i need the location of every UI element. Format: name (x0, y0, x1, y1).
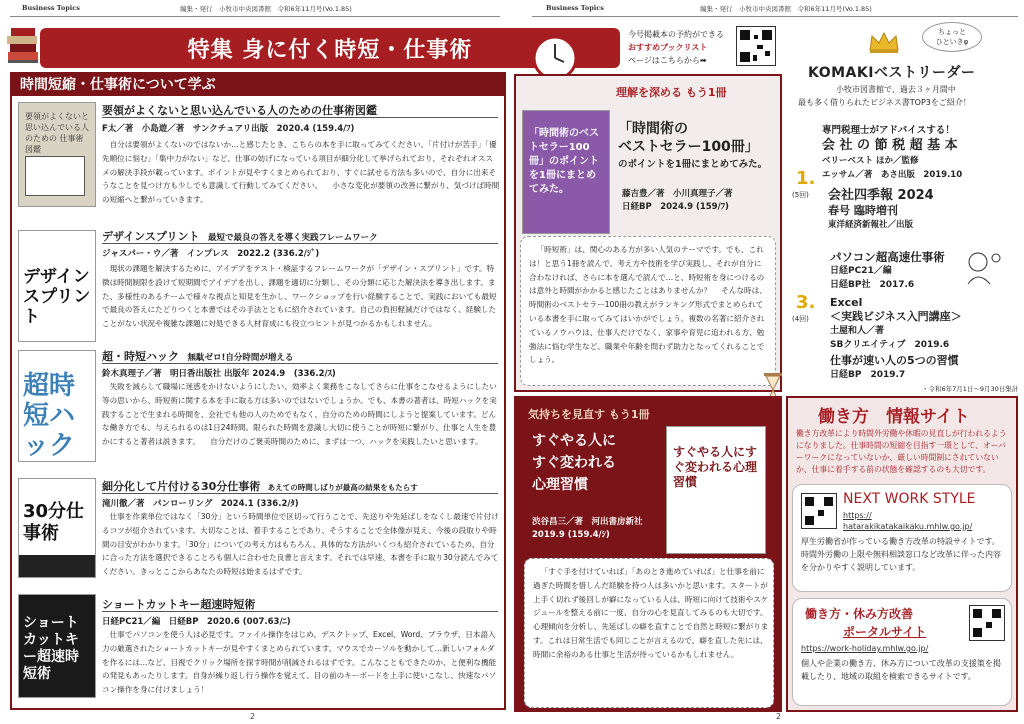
title-underline (102, 243, 498, 244)
rank-count-3: (4回) (792, 315, 809, 323)
header-rule (10, 16, 500, 17)
book-cover-1: 要領がよくないと思い込んでいる人のための 仕事術図鑑 (18, 102, 96, 207)
next-work-desc: 厚生労働省が作っている働き方改革の特設サイトです。時間外労働の上限や無料相談窓口など改革に伴った内容を分かりやすく説明しています。 (801, 537, 1001, 572)
bestreader-title: KOMAKIベストリーダー (808, 65, 976, 81)
book-body-5: 仕事でパソコンを使う人は必見です。ファイル操作をはじめ、デスクトップ、Excel、Word、ブラウザ、日本語入力の厳選されたショートカットキーが見やすくまとめられています。マウスでカーソルを動かして…新しいフォルダを作るには…など、目視でクリック場所を探す時間が削減されるはずです。こんなこともできたのか、と便利な機能の発見もあったりします。自身が繰り返し行う操作を覚えて、目の前のキーボードを上手に使いこなし、快速なパソコン操作を身に付けましょう！ (102, 630, 497, 695)
title-underline (102, 493, 498, 494)
book-meta-3: 鈴木真理子／著 明日香出版社 出版年 2024.9 (336.2/ｽ) (102, 369, 336, 379)
deep-book-title: 「時間術の ベストセラー100冊」 のポイントを1冊にまとめてみた。 (618, 121, 768, 170)
bestreader-desc2: 最も多く借りられたビジネス書TOP3をご紹介！ (798, 98, 971, 107)
fresh-comment-box (524, 558, 774, 708)
crown-icon (868, 30, 900, 54)
header-rule (532, 16, 1018, 17)
next-work-title: NEXT WORK STYLE (843, 491, 976, 507)
rank-item-3: Excel ＜実践ビジネス入門講座＞ 土屋和人／著 SBクリエイティブ 2019.6 (830, 296, 962, 350)
rank-item-3b: 仕事が速い人の5つの習慣 日経BP 2019.7 (830, 354, 959, 380)
page-number: 2 (250, 712, 256, 721)
rank-item-2: パソコン超高速仕事術 日経PC21／編 日経BP社 2017.6 (830, 250, 945, 290)
rank-number-3: 3. (796, 292, 816, 313)
book-title-2: デザインスプリント 最短で最良の答えを導く実践フレームワーク (102, 230, 378, 243)
work-style-box (786, 396, 1018, 712)
book-cover-3: 超時短ハック (18, 350, 96, 462)
reserve-info: 今号掲載本の予約ができる おすすめブックリスト ページはこちらから➡ (628, 30, 724, 65)
books-stack-icon (6, 22, 40, 66)
fresh-title: 気持ちを見直す もう1冊 (528, 408, 650, 421)
deep-title: 理解を深める もう1冊 (616, 86, 727, 99)
book-cover-5: ショートカットキー超速時短術 (18, 594, 96, 698)
work-intro: 働き方改革により時間外労働や休暇の見直しが行われるようになりました。仕事時間の短縮を目指す一環として、オーバーワークになっていないか、厳しい時間制にされていないか、仕事に着手する前の状態を確認するのも大切です。 (796, 429, 1007, 474)
book-cover-4: 30分仕事術 (18, 478, 96, 578)
portal-url[interactable]: https://work-holiday.mhlw.go.jp/ (801, 644, 929, 653)
tally-note: ・令和6年7月1日〜9月30日集計 (922, 385, 1019, 393)
book-title-3: 超・時短ハック 無駄ゼロ!自分時間が増える (102, 350, 294, 363)
bestreader-desc1: 小牧市図書館で、過去３ヶ月間中 (836, 85, 956, 94)
portal-qr-code[interactable] (969, 605, 1005, 641)
title-underline (102, 117, 498, 118)
deep-understanding-box (514, 74, 782, 392)
feature-banner: 特集 身に付く時短・仕事術 (40, 28, 620, 68)
section-title: 時間短縮・仕事術について学ぶ (12, 74, 504, 96)
fresh-book-title: すぐやる人に すぐ変われる 心理習慣 (532, 433, 616, 493)
title-underline (102, 611, 498, 612)
book-body-1: 自分は要領がよくないのではないか…と感じたとき、こちらの本を手に取ってみてください。「片付けが苦手」「優先順位に悩む」「集中力がない」など、仕事の妨げになっている項目が細分化して挙げられており、それぞれオススメの解決手段が載っています。ポイントが見やすくまとめられており、すぐに試せる方法も多いので、自分に出来そうなことを見つけ方も少しでも意識して行動してみてください。 小さな変化が要領の改善に繋がり、気づけば時間の短縮へと繋がっていきます。 (102, 140, 500, 205)
portal-desc: 個人や企業の働き方、休み方について改革の支援策を掲載したり、地域の取組を検索できるサイトです。 (801, 659, 1001, 681)
booklist-qr-code[interactable] (736, 26, 776, 66)
deep-book-meta: 藤吉豊／著 小川真理子／著 日経BP 2024.9 (159/ﾌ) (622, 189, 733, 212)
portal-title-2: ポータルサイト (843, 625, 927, 639)
book-body-2: 現状の課題を解決するために、アイデアをテスト・検証するフレームワークが「デザイン・スプリント」です。特徴は時間制限を設けて短期間でアイデアを出し、課題を適切に分類し、その分類に応じた解決法を導き出します。また、多様性のあるチームで様々な視点と知見を生かし、ワークショップを行い経験することで、実践においても最短で最良の答えにたどりつくと本書ではその手法とともに紹介されています。自己の負担軽減だけではなく、経験したことがない状況や複雑な課題に対処できる人材育成にも役立つヒントが見つかるかもしれません。 (102, 264, 497, 329)
deep-book-body: 「時短術」は、関心のある方が多い人気のテーマです。でも、これは！と思う1冊を読んで、考え方や技術を学び実践し、それが自分に合わなければ、さらに本を選んで読んで…と、時短術を身につけるのは意外と時間がかかると感じたことはありませんか？ そんな時は、時間術のベストセラー100冊の教えがランキング形式でまとめられている本書を手に取ってみてはいかがでしょう。複数の名著に紹介されているノウハウは、仕事人だけでなく、家事や育児に追われる方、勉強法に悩む学生など、職業や年齢を問わず助力となってくれることでしょう。 (529, 245, 767, 365)
speech-balloon: ちょっと ひといきφ (922, 22, 982, 52)
topics-label: Business Topics (546, 4, 604, 12)
book-title-5: ショートカットキー超速時短術 (102, 598, 256, 611)
fresh-book-cover: すぐやる人にすぐ変われる心理習慣 (666, 426, 766, 554)
rank-item-1: 専門税理士がアドバイスする！ 会 社 の 節 税 超 基 本 ベリーベスト ほか／監修 エッサム／著 あさ出版 2019.10 (822, 125, 963, 180)
book-body-3: 失敗を減らして職場に迷惑をかけないようにしたい、効率よく業務をこなしてさらに仕事をこなせるようにしたい等の思いから、時短術に関する本を手に取る方は多いのではないでしょうか。でも、本書の著者は、時短ハックを実践することで生まれる時間を、会社でも他の人のためでもなく、自分のための時間にしようと提案しています。どんな働き方でも、与えられるのは1日24時間。限られた時間を意識し大切に使うことが時短に繋がり、仕事と人生を豊かにすると著者は説きます。 自分だけのご褒美時間のために、まずは一つ、ハックを実践したいと思います。 (102, 382, 497, 447)
book-meta-5: 日経PC21／編 日経BP 2020.6 (007.63/ﾆ) (102, 617, 291, 627)
book-meta-1: F太／著 小島遊／著 サンクチュアリ出版 2020.4 (159.4/ﾌ) (102, 124, 355, 134)
book-title-4: 細分化して片付ける30分仕事術 あえての時間しばりが最高の結果をもたらす (102, 480, 418, 493)
rank-item-1b: 会社四季報 2024 春号 臨時増刊 東洋経済新報社／出版 (828, 188, 934, 230)
holiday-portal-card (792, 598, 1012, 706)
fresh-book-body: 「すぐ手を付けていれば」「あのとき進めていれば」と仕事を前に過ぎた時間を惜しんだ経験を持つ人は多いかと思います。スタートが上手く切れず後回しが癖になっている人は、時短に向けて技術やスケジュールを整える前に一度、自分の心を見直してみるのも大切です。心理傾向を分析し、先延ばしの癖を直すことで自然と時短に繋がります。これは日常生活でも同じことが言えるので、癖を直した先には、時間に余裕のある仕事と生活が待っているかもしれません。 (533, 567, 769, 659)
book-meta-2: ジャスパー・ウ／著 インプレス 2022.2 (336.2/ｼﾞ) (102, 249, 320, 259)
book-meta-4: 滝川徹／著 パンローリング 2024.1 (336.2/ﾀ) (102, 499, 299, 509)
publisher-label: 編集・発行 小牧市中央図書館 令和6年11月号(Vo.1.85) (180, 5, 352, 13)
book-cover-2: デザインスプリント (18, 230, 96, 342)
next-work-url-1[interactable]: https:// (843, 511, 872, 520)
deep-comment-box (520, 236, 776, 386)
work-title: 働き方 情報サイト (818, 407, 970, 427)
next-work-url-2[interactable]: hatarakikatakaikaku.mhlw.go.jp/ (843, 522, 973, 531)
book-body-4: 仕事を作業単位ではなく「30分」という時間単位で区切って行うことで、先送りや先延ばしをなくし最速で片付けるコツが紹介されています。大切なことは、着手することであり、そうすることで全体像が見え、今後の段取りや時間の目安がわかります。「30分」についての考え方はもちろん、具体的な方法がいくつも紹介されているため、自分に合った方法を選択できることろも個人に合わせた良書と言えます。それでは早速、本書を手に取り30分読んでみてください。きっとここからあなたの時短は始まるはずです。 (102, 512, 499, 577)
next-work-qr-code[interactable] (801, 493, 837, 529)
portal-title-1: 働き方・休み方改善 (805, 607, 914, 621)
fresh-look-box (514, 396, 782, 712)
fresh-book-meta: 渋谷昌三／著 河出書房新社 2019.9 (159.4/ｼ) (532, 517, 643, 540)
thinking-person-icon (964, 250, 1004, 286)
rank-number-1: 1. (796, 168, 816, 189)
page-number: 2 (776, 712, 782, 721)
book-title-1: 要領がよくないと思い込んでいる人のための仕事術図鑑 (102, 104, 377, 117)
deep-book-cover: 「時間術のベストセラー100冊」のポイントを1冊にまとめてみた。 (522, 110, 610, 234)
topics-label: Business Topics (22, 4, 80, 12)
rank-count-1: (5回) (792, 191, 809, 199)
next-work-style-card (792, 484, 1012, 592)
title-underline (102, 363, 498, 364)
publisher-label: 編集・発行 小牧市中央図書館 令和6年11月号(Vo.1.85) (700, 5, 872, 13)
left-section (10, 72, 506, 710)
